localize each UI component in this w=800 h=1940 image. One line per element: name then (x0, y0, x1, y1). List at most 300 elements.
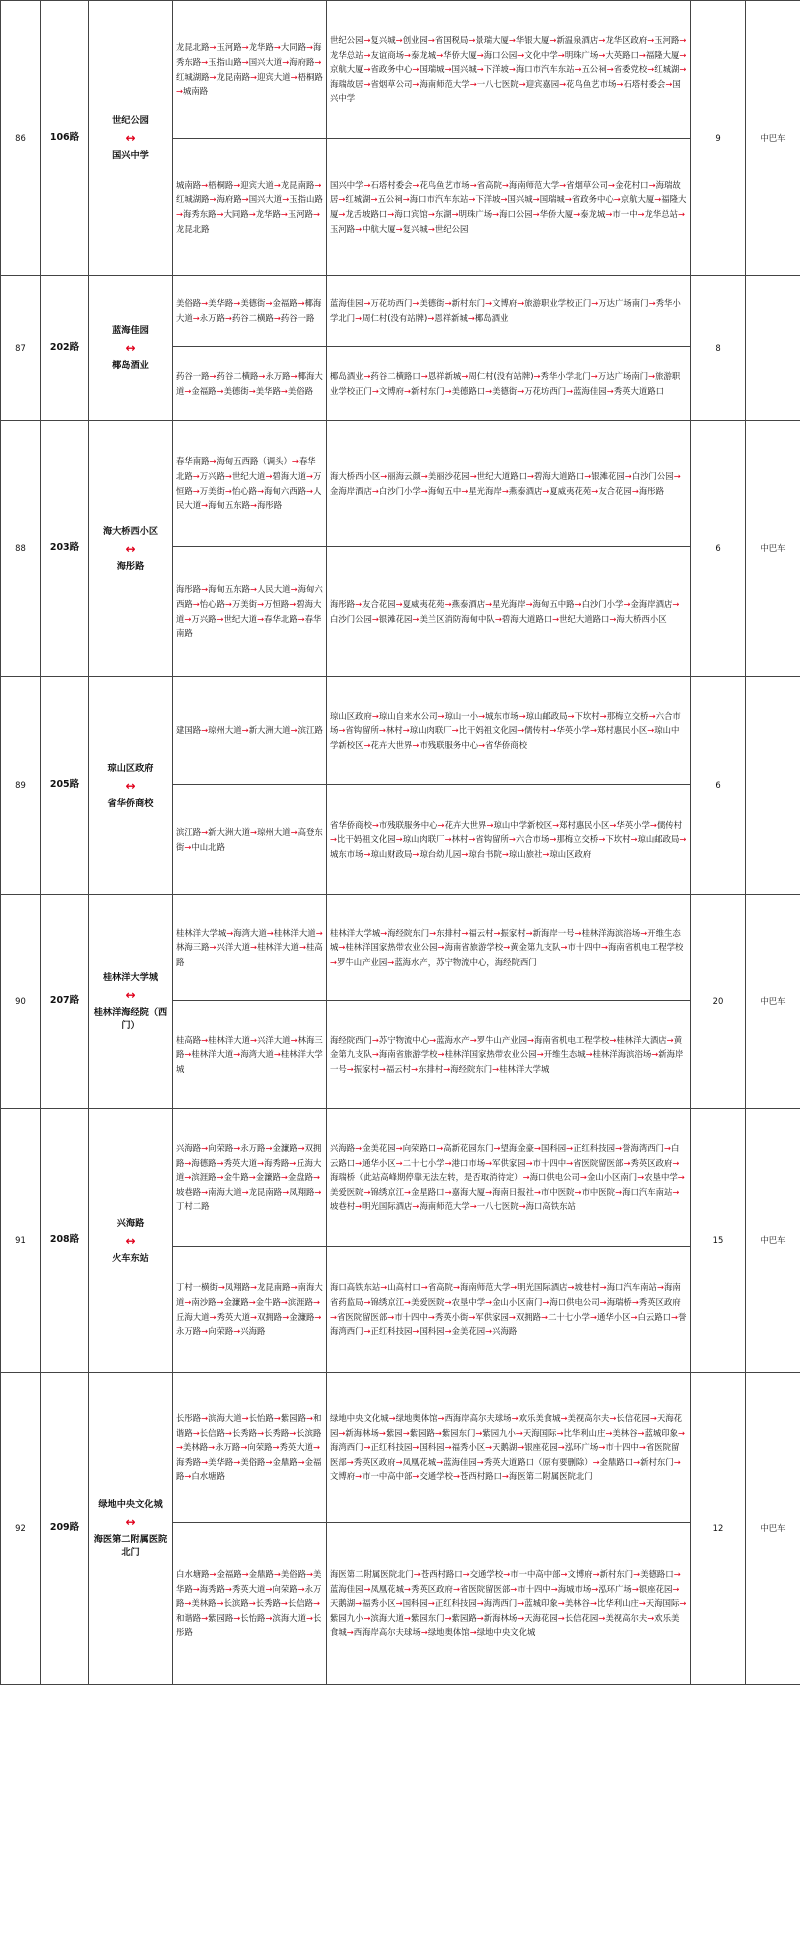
arrow-icon: → (201, 500, 209, 511)
arrow-icon: → (363, 35, 371, 46)
stop-name: 兴海路 (492, 1326, 518, 1337)
arrow-icon: → (209, 1311, 217, 1322)
stop-name: 东排村 (436, 927, 462, 938)
road-name: 金牛路 (255, 1296, 281, 1307)
arrow-icon: → (209, 370, 217, 381)
arrow-icon: → (493, 927, 501, 938)
vehicle-type: 中巴车 (746, 1, 800, 276)
stop-name: 省高院 (427, 1282, 453, 1293)
arrow-icon: → (476, 49, 484, 60)
stop-name: 绿地奥体馆 (427, 1627, 470, 1638)
terminal-start: 桂林洋大学城 (102, 972, 159, 983)
arrow-icon: → (567, 1282, 575, 1293)
arrow-icon: → (679, 1598, 687, 1609)
stop-name: 周仁村(没有站牌) (468, 370, 534, 381)
arrow-icon: → (590, 370, 598, 381)
stop-name: 世纪大道路口 (476, 470, 527, 481)
arrow-icon: → (599, 710, 607, 721)
arrow-icon: → (266, 927, 274, 938)
road-name: 红城湖路 (176, 194, 210, 205)
arrow-icon: → (346, 1627, 354, 1638)
arrow-icon: → (589, 1311, 597, 1322)
arrow-icon: → (475, 1427, 483, 1438)
stop-name: 燕泰酒店 (508, 485, 543, 496)
arrow-icon: → (476, 64, 484, 75)
road-name: 桂林洋大学城 (176, 1049, 323, 1074)
stop-name: 滨海大道 (370, 1612, 405, 1623)
arrow-icon: → (363, 298, 371, 309)
arrow-icon: → (549, 834, 557, 845)
road-name: 美德街 (240, 298, 266, 309)
arrow-icon: → (363, 1296, 371, 1307)
stop-name: 绿地中央文化城 (476, 1627, 536, 1638)
arrow-icon: → (630, 834, 638, 845)
arrow-icon: → (412, 1201, 420, 1212)
arrow-icon: → (469, 1201, 477, 1212)
route-row-forward (1, 895, 800, 1001)
road-name: 紫园路 (280, 1413, 306, 1424)
arrow-icon: → (550, 1583, 558, 1594)
stop-name: 市十四中 (517, 1583, 551, 1594)
arrow-icon: → (436, 49, 444, 60)
stop-name: 海湾西门 (483, 1598, 518, 1609)
road-name: 万美街 (199, 485, 225, 496)
arrow-icon: → (216, 1157, 224, 1168)
road-name: 玉河路 (287, 209, 313, 219)
stop-name: 海南省旅游学校 (378, 1049, 438, 1060)
arrow-icon: → (598, 35, 606, 46)
stop-name: 复兴城 (402, 223, 428, 234)
stop-name: 桂林洋海滨浴场 (581, 927, 641, 938)
arrow-icon: → (534, 1186, 542, 1197)
terminal-end: 海医第二附属医院北门 (93, 1534, 168, 1558)
arrow-icon: → (468, 194, 476, 205)
row-number: 92 (1, 1373, 41, 1685)
stop-name: 华银大厦 (515, 35, 550, 46)
stop-name: 海彤路 (638, 485, 664, 496)
arrow-icon: → (184, 1157, 192, 1168)
row-number: 91 (1, 1109, 41, 1373)
arrow-icon: → (273, 1569, 281, 1580)
arrow-icon: → (224, 470, 232, 481)
stop-name: 海南省旅游学校 (444, 942, 504, 953)
arrow-icon: → (437, 942, 445, 953)
stop-name: 市一中高中部 (510, 1569, 561, 1580)
arrow-icon: → (429, 1034, 437, 1045)
arrow-icon: → (609, 1413, 617, 1424)
stop-name: 金星路口 (411, 1186, 445, 1197)
stop-name: 绿地奥体馆 (395, 1413, 438, 1424)
road-name: 海湾大道 (240, 1049, 274, 1060)
arrow-icon: → (250, 500, 258, 511)
road-name: 国兴大道 (248, 56, 283, 67)
stop-name: 港口市场 (451, 1157, 486, 1168)
stop-name: 美德路口 (640, 1569, 674, 1580)
stop-name: 蓝海佳园 (573, 385, 607, 396)
stop-name: 嘉海大厦 (451, 1186, 486, 1197)
stop-name: 碧海大道路口 (534, 470, 585, 481)
arrow-icon: → (467, 313, 475, 323)
road-name: 海甸六西路 (176, 584, 323, 609)
backward-stops (327, 347, 691, 421)
arrow-icon: → (248, 385, 256, 396)
vehicle-type: 中巴车 (746, 421, 800, 677)
arrow-icon: → (678, 209, 686, 219)
stop-name: 明光国际酒店 (362, 1201, 413, 1212)
stop-name: 那梅立交桥 (606, 710, 649, 721)
arrow-icon: → (444, 1326, 452, 1337)
arrow-icon: → (444, 1442, 452, 1453)
stop-name: 城东市场 (330, 848, 364, 859)
arrow-icon: → (427, 35, 435, 46)
stop-name: 兴海路 (330, 1143, 356, 1154)
arrow-icon: → (444, 385, 452, 396)
arrow-icon: → (265, 470, 273, 481)
arrow-icon: → (314, 1311, 322, 1322)
stop-name: 比华利山庄 (596, 1598, 639, 1609)
arrow-icon: → (363, 64, 371, 75)
arrow-icon: → (434, 1427, 442, 1438)
arrow-icon: → (289, 598, 297, 609)
stop-name: 华侨大厦 (443, 49, 477, 60)
arrow-icon: → (671, 1311, 679, 1322)
row-number: 87 (1, 276, 41, 421)
road-name: 城南路 (183, 86, 209, 97)
road-name: 金福路 (272, 298, 298, 309)
stop-name: 京航大厦 (330, 64, 364, 75)
stop-name: 省政务中心 (571, 194, 614, 205)
arrow-icon: → (265, 1583, 273, 1594)
arrow-icon: → (280, 1172, 288, 1183)
backward-stops (327, 547, 691, 677)
stop-name: 海经院西门 (330, 1034, 372, 1045)
terminals (89, 677, 173, 895)
arrow-icon: → (250, 942, 258, 953)
arrow-icon: → (280, 385, 288, 396)
stop-name: 一八七医院 (476, 78, 519, 89)
stop-name: 万达广场南门 (597, 370, 649, 381)
stop-name: 秀英大道路口 (613, 385, 664, 396)
road-name: 向荣路 (272, 1583, 298, 1594)
road-name: 滨涯路 (191, 1172, 217, 1183)
stop-name: 海甸五中 (427, 485, 462, 496)
road-name: 建国路 (176, 725, 202, 736)
stop-name: 琼山一小 (444, 710, 479, 721)
route-number: 106路 (41, 1, 89, 276)
road-name: 玉指山路 (289, 194, 323, 205)
stop-name: 银座花园 (524, 1442, 558, 1453)
arrow-icon: → (647, 35, 655, 46)
arrow-icon: → (201, 1143, 209, 1154)
stop-name: 龙华区政府 (605, 35, 648, 46)
road-name: 桂林洋大学城 (176, 927, 227, 938)
stop-name: 比干妈祖文化园 (458, 725, 518, 736)
arrow-icon: → (412, 64, 420, 75)
stop-name: 国瑞城 (419, 64, 445, 75)
arrow-icon: → (330, 1311, 338, 1322)
stop-name: 新海岸一号 (532, 927, 575, 938)
arrow-icon: → (250, 1311, 258, 1322)
arrow-icon: → (258, 370, 266, 381)
arrow-icon: → (591, 485, 599, 496)
arrow-icon: → (437, 1049, 445, 1060)
road-name: 滨海大道 (272, 1612, 306, 1623)
road-name: 梧桐路 (297, 71, 323, 82)
arrow-icon: → (233, 1049, 241, 1060)
stop-name: 东湖 (434, 209, 452, 219)
arrow-icon: → (192, 1427, 200, 1438)
arrow-icon: → (241, 42, 249, 53)
stop-name: 欢乐美食城 (518, 1413, 561, 1424)
arrow-icon: → (648, 179, 656, 190)
road-name: 桂林洋大道 (273, 927, 316, 938)
arrow-icon: → (517, 725, 525, 736)
arrow-icon: → (355, 1157, 363, 1168)
road-name: 海甸五西路（调头） (216, 456, 292, 467)
road-name: 怡心路 (231, 485, 258, 496)
arrow-icon: → (526, 1034, 534, 1045)
arrow-icon: → (241, 1186, 249, 1197)
stop-name: 交通学校 (419, 1471, 453, 1482)
stop-name: 花鸟鱼艺市场 (566, 78, 617, 89)
road-name: 海甸五东路 (208, 500, 251, 511)
arrow-icon: → (557, 1612, 565, 1623)
arrow-icon: → (184, 1296, 192, 1307)
road-name: 美华路 (255, 385, 281, 396)
stop-name: 紫园九小 (330, 1612, 364, 1623)
stop-name: 大英路口 (605, 49, 639, 60)
stop-name: 海瑞故居 (330, 179, 681, 205)
stop-name: 林村 (451, 834, 469, 845)
stop-name: 明珠广场 (458, 209, 493, 219)
arrow-icon: → (525, 1157, 533, 1168)
arrow-icon: → (485, 385, 493, 396)
arrow-icon: → (201, 1326, 209, 1337)
stop-name: 秀英大道路口（原有要删除） (483, 1456, 593, 1467)
arrow-icon: → (290, 71, 298, 82)
stop-name: 东排村 (418, 1063, 444, 1074)
arrow-icon: → (559, 78, 567, 89)
arrow-icon: → (534, 1143, 542, 1154)
arrow-icon: → (265, 1143, 273, 1154)
arrow-icon: → (637, 1427, 645, 1438)
arrow-icon: → (437, 819, 445, 830)
arrow-icon: → (532, 209, 540, 219)
stop-name: 那梅立交桥 (556, 834, 599, 845)
arrow-icon: → (411, 1063, 419, 1074)
arrow-icon: → (216, 1172, 224, 1183)
road-name: 玉指山路 (208, 56, 242, 67)
stop-name: 万花坊西门 (370, 298, 413, 309)
road-name: 迎宾大道 (257, 71, 291, 82)
bidirectional-arrow-icon: ↔ (125, 988, 136, 1002)
stop-name: 白沙门小学 (378, 485, 421, 496)
arrow-icon: → (305, 1612, 313, 1623)
stop-name: 山高村口 (387, 1282, 421, 1293)
forward-stops (327, 276, 691, 347)
arrow-icon: → (461, 927, 469, 938)
forward-stops (327, 421, 691, 547)
stop-name: 海城市场 (557, 1583, 592, 1594)
road-name: 永万路 (265, 370, 291, 381)
arrow-icon: → (363, 1442, 371, 1453)
arrow-icon: → (240, 1442, 248, 1453)
stop-name: 琼台幼儿园 (419, 848, 462, 859)
stop-name: 蓝海水产 (436, 1034, 470, 1045)
stop-name: 友合花园 (362, 598, 396, 609)
arrow-icon: → (404, 1296, 412, 1307)
arrow-icon: → (510, 1583, 518, 1594)
stop-name: 长信花园 (564, 1612, 599, 1623)
terminals (89, 421, 173, 677)
stop-name: 苍西村路口 (420, 1569, 463, 1580)
arrow-icon: → (630, 1311, 638, 1322)
stop-name: 琼山邮政局 (525, 710, 568, 721)
road-name: 长怡路 (248, 1413, 274, 1424)
stop-name: 市一中高中部 (362, 1471, 413, 1482)
arrow-icon: → (585, 1049, 593, 1060)
stop-name: 新村东门 (599, 1569, 634, 1580)
road-name: 琼州大道 (257, 826, 291, 837)
arrow-icon: → (649, 1413, 657, 1424)
arrow-icon: → (412, 1326, 420, 1337)
arrow-icon: → (216, 1296, 224, 1307)
arrow-icon: → (338, 1427, 346, 1438)
interval-minutes: 6 (691, 421, 746, 677)
terminal-start: 蓝海佳园 (112, 325, 149, 336)
arrow-icon: → (280, 1296, 288, 1307)
arrow-icon: → (651, 1049, 659, 1060)
route-number: 202路 (41, 276, 89, 421)
arrow-icon: → (412, 179, 420, 190)
arrow-icon: → (591, 1583, 599, 1594)
arrow-icon: → (492, 1063, 500, 1074)
backward-stops (327, 139, 691, 276)
stop-name: 中航大厦 (362, 223, 396, 234)
road-name: 紫园路 (208, 1612, 234, 1623)
stop-name: 泓环广场 (564, 1442, 599, 1453)
terminal-end: 省华侨商校 (107, 797, 154, 809)
road-name: 龙昆北路 (176, 42, 210, 53)
arrow-icon: → (420, 1627, 428, 1638)
road-name: 怡心路 (199, 598, 225, 609)
stop-name: 琼山自来水公司 (378, 710, 438, 721)
arrow-icon: → (500, 194, 508, 205)
road-name: 金盘路 (287, 1172, 313, 1183)
stop-name: 新海岸一号 (330, 1049, 684, 1074)
arrow-icon: → (412, 1471, 420, 1482)
arrow-icon: → (557, 1598, 565, 1609)
arrow-icon: → (224, 1583, 232, 1594)
arrow-icon: → (452, 1471, 460, 1482)
arrow-icon: → (290, 826, 298, 837)
road-name: 药谷二横路 (216, 370, 259, 381)
stop-name: 银滩花园 (591, 470, 625, 481)
stop-name: 坡巷村 (330, 1201, 356, 1212)
arrow-icon: → (257, 485, 265, 496)
arrow-icon: → (633, 1456, 641, 1467)
stop-name: 桂林洋大学城 (330, 927, 381, 938)
route-number: 205路 (41, 677, 89, 895)
road-name: 兴海路 (240, 1326, 266, 1337)
stop-name: 振家村 (500, 927, 526, 938)
stop-name: 海医第二附属医院北门 (330, 1569, 414, 1580)
arrow-icon: → (468, 834, 476, 845)
arrow-icon: → (216, 385, 224, 396)
stop-name: 友谊商场 (370, 49, 405, 60)
road-name: 秀英大道 (223, 1157, 258, 1168)
arrow-icon: → (395, 1157, 403, 1168)
arrow-icon: → (566, 385, 574, 396)
arrow-icon: → (224, 313, 232, 323)
route-number: 208路 (41, 1109, 89, 1373)
bidirectional-arrow-icon: ↔ (125, 1233, 136, 1248)
stop-name: 高新花园东门 (443, 1143, 494, 1154)
road-name: 金牛路 (223, 1172, 249, 1183)
road-name: 和谐路 (176, 1413, 322, 1438)
arrow-icon: → (184, 841, 192, 852)
arrow-icon: → (493, 1143, 501, 1154)
arrow-icon: → (217, 1282, 225, 1293)
stop-name: 锦绣京江 (370, 1296, 405, 1307)
arrow-icon: → (560, 942, 568, 953)
backward-stops (327, 1247, 691, 1373)
arrow-icon: → (290, 370, 298, 381)
arrow-icon: → (485, 1296, 493, 1307)
arrow-icon: → (647, 64, 655, 75)
road-name: 城南路 (176, 179, 202, 190)
arrow-icon: → (233, 179, 241, 190)
stop-name: 琼山中学新校区 (330, 725, 680, 750)
arrow-icon: → (633, 1569, 641, 1580)
arrow-icon: → (673, 1569, 681, 1580)
stop-name: 泰龙城 (580, 209, 606, 219)
stop-name: 海南师范大学 (419, 78, 470, 89)
arrow-icon: → (517, 1598, 525, 1609)
stop-name: 旅游职业学校正门 (524, 298, 592, 309)
arrow-icon: → (648, 298, 656, 309)
stop-name: 福隆大厦 (330, 194, 687, 219)
road-name: 海秀路 (264, 1157, 290, 1168)
arrow-icon: → (615, 1143, 623, 1154)
arrow-icon: → (613, 194, 621, 205)
arrow-icon: → (216, 209, 224, 219)
arrow-icon: → (557, 1442, 565, 1453)
arrow-icon: → (566, 1157, 574, 1168)
bidirectional-arrow-icon: ↔ (125, 1515, 136, 1529)
stop-name: 儒传村 (524, 725, 550, 736)
stop-name: 蓝海水产，苏宁物流中心，海经院西门 (394, 956, 537, 967)
road-name: 玉河路 (216, 42, 242, 53)
arrow-icon: → (648, 710, 656, 721)
arrow-icon: → (363, 179, 371, 190)
arrow-icon: → (412, 1442, 420, 1453)
arrow-icon: → (437, 710, 445, 721)
stop-name: 龙华总站 (644, 209, 679, 219)
stop-name: 罗牛山产业园 (337, 956, 388, 967)
arrow-icon: → (478, 739, 486, 750)
stop-name: 锦绣京江 (370, 1186, 405, 1197)
stop-name: 华英小学 (616, 819, 650, 830)
terminal-end: 国兴中学 (112, 150, 149, 161)
terminals (89, 276, 173, 421)
arrow-icon: → (616, 78, 624, 89)
row-number: 90 (1, 895, 41, 1109)
arrow-icon: → (573, 209, 581, 219)
stop-name: 秀华小学北门 (330, 298, 681, 323)
backward-stops (327, 1001, 691, 1109)
arrow-icon: → (305, 1569, 313, 1580)
